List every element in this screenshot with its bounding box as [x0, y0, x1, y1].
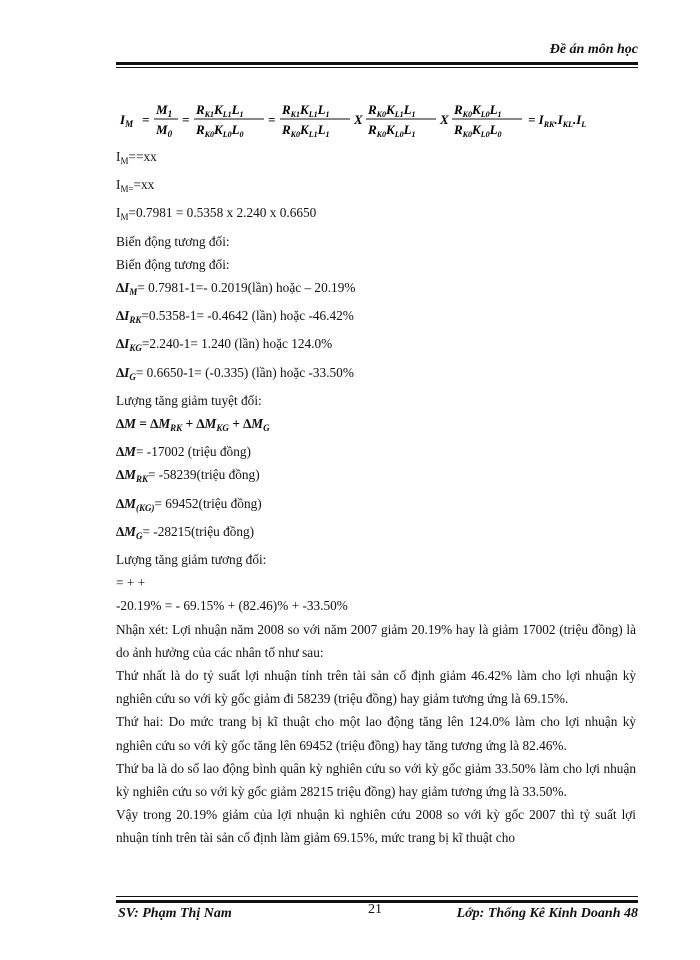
index-formula [118, 92, 638, 148]
im-line-1: $I_M==xx$ [116, 149, 157, 166]
first-factor-paragraph: Thứ nhất là do tỷ suất lợi nhuận tính trên tài sản cố định giảm 46.42% làm cho lợi nhuận kỳ nghiên cứu so với kỳ gốc giảm đi 58239 (triệu đồng) hay giảm tương ứng là 69.15%. [116, 668, 636, 707]
formula-f5-den: $R_{K0}K_{L0}L_0$ [454, 122, 502, 139]
document-header-title: Đề án môn học [549, 42, 638, 57]
header-rule-thick [116, 62, 638, 65]
formula-f5-num: $R_{K0}K_{L0}L_1$ [454, 102, 502, 119]
comment-paragraph: Nhận xét: Lợi nhuận năm 2008 so với năm 2007 giảm 20.19% hay là giảm 17002 (triệu đồng) là do ảnh hưởng của các nhân tố như sau: [116, 621, 636, 660]
formula-m1: $M_1$ [156, 102, 173, 119]
relative-amount-heading: Lượng tăng giảm tương đối: [116, 552, 267, 568]
im-line-3: $I_M=0.7981 = 0.5358$ x 2.240 x 0.6650 [116, 205, 317, 223]
formula-f2-den: $R_{K0}K_{L0}L_0$ [196, 122, 244, 139]
delta-mkg-line: $\Delta M_{(KG)}=$ 69452(triệu đồng) [116, 495, 262, 513]
formula-f4-num: $R_{K0}K_{L1}L_1$ [368, 102, 416, 119]
delta-mrk-line: $\Delta M_{RK}=$ -58239(triệu đồng) [116, 467, 260, 485]
delta-ikg-line: $\Delta I_{KG}=2.240-1= 1.240$ (lần) hoặc 124.0% [116, 336, 333, 354]
formula-m0: $M_0$ [156, 122, 173, 139]
third-factor-paragraph: Thứ ba là do số lao động bình quân kỳ nghiên cứu so với kỳ gốc giảm 33.50% làm cho lợi nhuận kỳ nghiên cứu so với kỳ gốc giảm 28215 triệu đồng) hay giảm tương ứng là 33.50%. [116, 760, 636, 800]
delta-im-line: $\Delta I_M= 0.7981-1=-$ 0.2019(lần) hoặc – 20.19% [116, 280, 356, 298]
relative-change-heading-1: Biến động tương đối: [116, 233, 230, 249]
delta-m-line: ∆M= -17002 (triệu đồng) [116, 444, 251, 460]
footer-rule-thin [116, 896, 638, 897]
index-formula-svg [118, 92, 638, 148]
formula-lhs: $I_M$ [120, 112, 134, 129]
formula-x-1: X [354, 112, 363, 127]
formula-f2-num: $R_{K1}K_{L1}L_1$ [196, 102, 244, 119]
absolute-change-heading: Lượng tăng giảm tuyệt đối: [116, 392, 262, 408]
footer-page-number: 21 [368, 902, 382, 917]
formula-f3-den: $R_{K0}K_{L1}L_1$ [282, 122, 330, 139]
delta-mg-line: $\Delta M_G=$ -28215(triệu đồng) [116, 523, 255, 541]
relative-change-heading-2: Biến động tương đối: [116, 256, 230, 272]
formula-x-2: X [440, 112, 449, 127]
header-rule-thin [116, 67, 638, 68]
percent-equation-line: -20.19% = - 69.15% + (82.46)% + -33.50% [116, 598, 348, 614]
formula-eq-1: = [142, 112, 150, 127]
delta-m-equation: $\Delta M = \Delta M_{RK} + \Delta M_{KG} + \Delta M_G$ [116, 416, 270, 434]
formula-rhs: = $I_{RK}.I_{KL}.I_L$ [528, 112, 587, 129]
delta-ig-line: $\Delta I_G= 0.6650-1= (-0.335)$ (lần) hoặc -33.50% [116, 364, 354, 382]
plus-line: = + + [116, 575, 146, 591]
im-line-2: $I_{M=}=xx$ [116, 177, 155, 195]
second-factor-paragraph: Thứ hai: Do mức trang bị kĩ thuật cho một lao động tăng lên 124.0% làm cho lợi nhuận kỳ nghiên cứu so với kỳ gốc tăng lên 69452 (triệu đồng) hay tăng tương ứng là 82.46%. [116, 714, 636, 753]
formula-f3-num: $R_{K1}K_{L1}L_1$ [282, 102, 330, 119]
summary-paragraph: Vậy trong 20.19% giảm của lợi nhuận kì nghiên cứu 2008 so với kỳ gốc 2007 thì tỷ suất lợi nhuận tính trên tài sản cố định làm giảm 69.15%, mức trang bị kĩ thuật cho [116, 807, 636, 846]
footer-class-name: Lớp: Thống Kê Kinh Doanh 48 [456, 906, 638, 921]
document-body [116, 145, 636, 850]
formula-f4-den: $R_{K0}K_{L0}L_1$ [368, 122, 416, 139]
formula-eq-2: = [182, 112, 190, 127]
footer-student-name: SV: Phạm Thị Nam [118, 906, 232, 921]
delta-irk-line: $\Delta I_{RK}=0.5358-1= -0.4642$ (lần) hoặc -46.42% [116, 308, 354, 326]
formula-eq-3: = [268, 112, 276, 127]
